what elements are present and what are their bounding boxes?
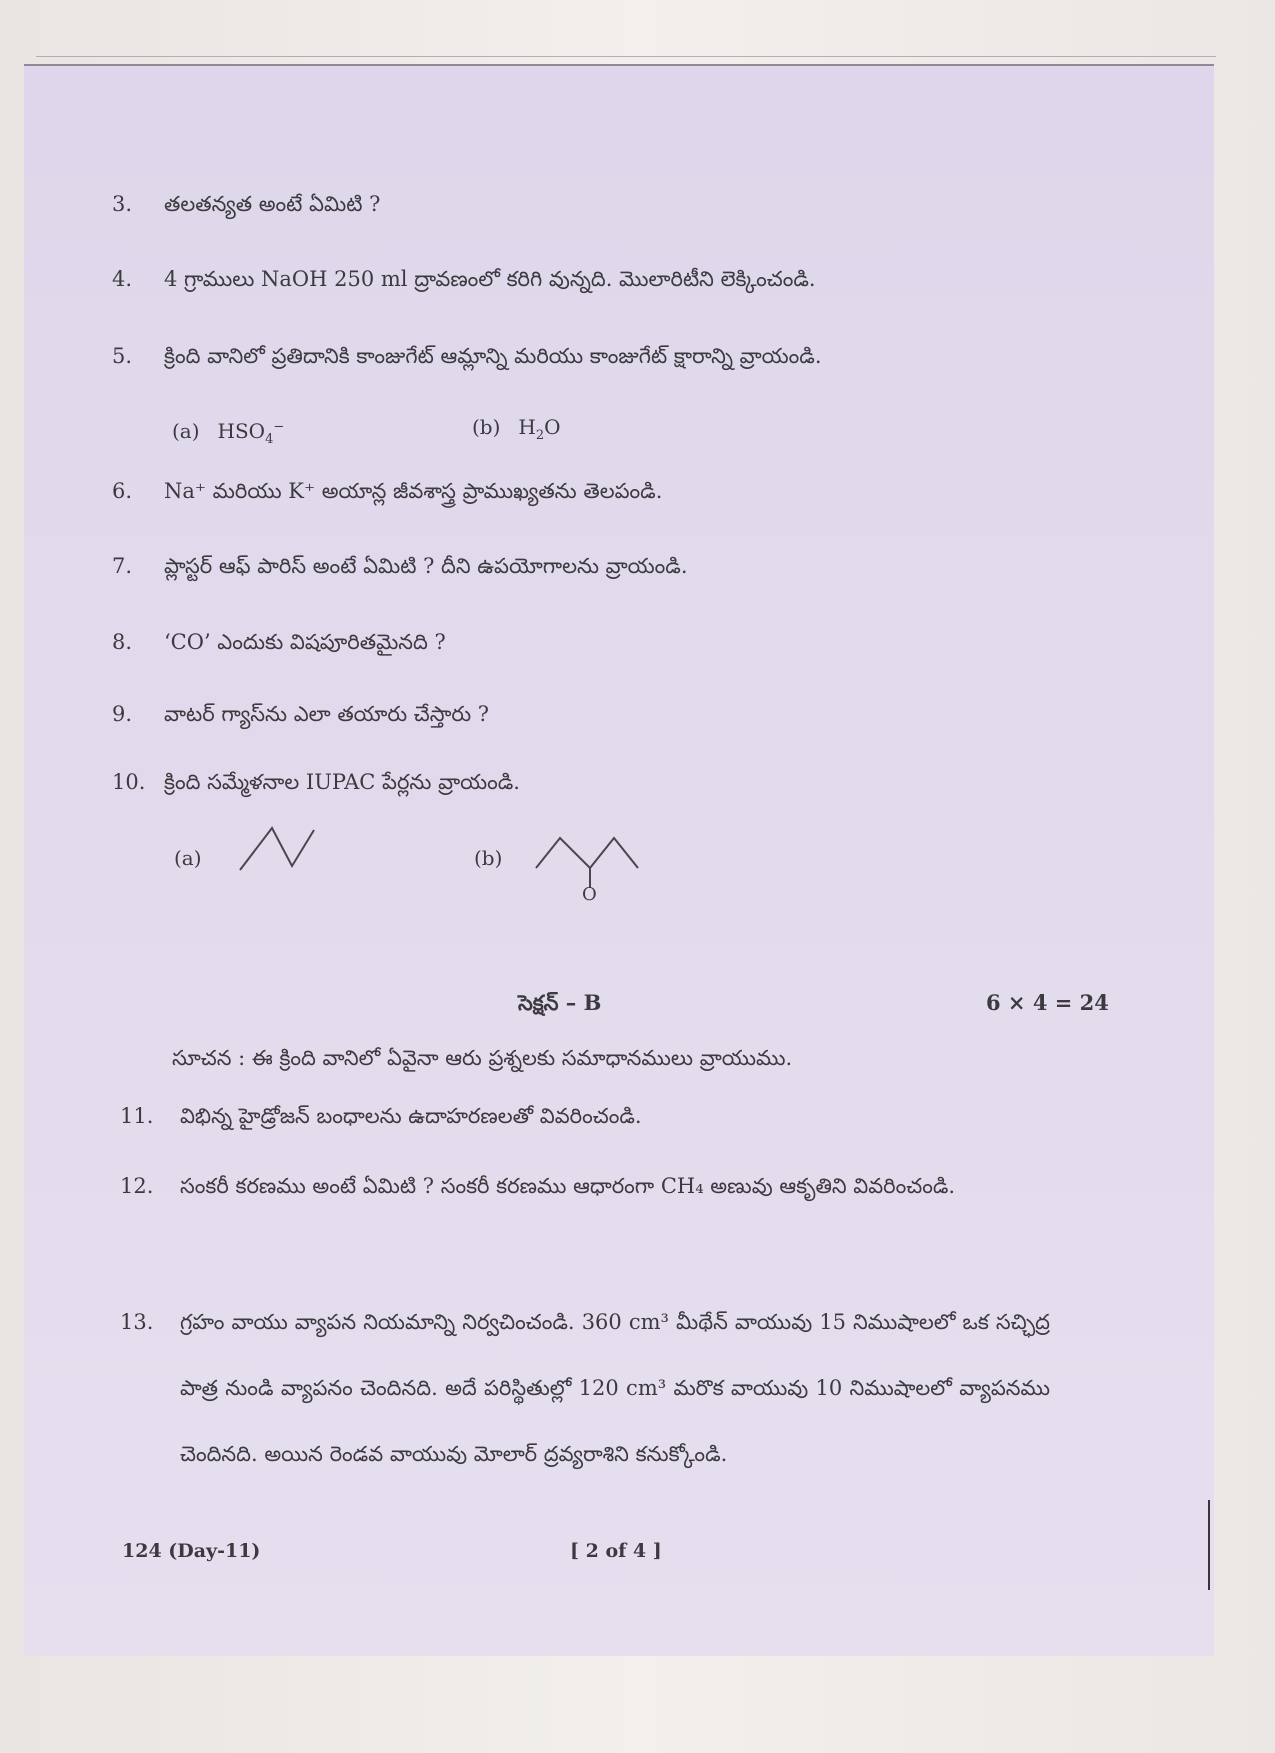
question-number: 6. xyxy=(112,479,133,503)
question-text: వాటర్ గ్యాస్‌ను ఎలా తయారు చేస్తారు ? xyxy=(164,702,490,726)
question-9 xyxy=(112,698,489,730)
question-11 xyxy=(120,1100,642,1132)
option-label: (b) xyxy=(472,415,501,439)
question-text: 4 గ్రాములు NaOH 250 ml ద్రావణంలో కరిగి వున్నది. మొలారిటీని లెక్కించండి. xyxy=(164,267,816,291)
page-number: [ 2 of 4 ] xyxy=(570,1540,662,1562)
question-number: 10. xyxy=(112,770,146,794)
question-text: ‘CO’ ఎందుకు విషపూరితమైనది ? xyxy=(164,630,446,654)
option-label: (a) xyxy=(172,418,200,443)
skeletal-structure-a xyxy=(236,820,320,874)
question-5 xyxy=(112,340,822,372)
question-text: Na⁺ మరియు K⁺ అయాన్ల జీవశాస్త్ర ప్రాముఖ్యతను తెలపండి. xyxy=(164,479,663,503)
question-number: 9. xyxy=(112,702,133,726)
oxygen-atom-label: O xyxy=(582,884,597,905)
section-title: సెక్షన్ – B xyxy=(518,990,602,1015)
question-text: క్రింది వానిలో ప్రతిదానికి కాంజుగేట్ ఆమ్లాన్ని మరియు కాంజుగేట్ క్షారాన్ని వ్రాయండి. xyxy=(164,344,822,368)
section-marks: 6 × 4 = 24 xyxy=(986,990,1109,1015)
formula-h2o: $H_2O$ xyxy=(518,415,561,443)
question-number: 5. xyxy=(112,344,133,368)
question-number: 3. xyxy=(112,192,133,216)
question-text: క్రింది సమ్మేళనాల IUPAC పేర్లను వ్రాయండి. xyxy=(164,770,520,794)
question-13-text: గ్రహం వాయు వ్యాపన నియమాన్ని నిర్వచించండి. 360 cm³ మీథేన్ వాయువు 15 నిముషాలలో ఒక సచ్ఛిద్ర పాత్ర నుండి వ్యాపనం చెందినది. అదే పరిస్థితుల్లో 120 cm³ మరొక వాయువు 10 నిముషాలలో వ్యాపనము చెందినది. అయిన రెండవ వాయువు మోలార్ ద్రవ్యరాశిని కనుక్కోండి. xyxy=(180,1310,1050,1466)
question-number: 8. xyxy=(112,630,133,654)
question-text: విభిన్న హైడ్రోజన్ బంధాలను ఉదాహరణలతో వివరించండి. xyxy=(180,1104,642,1128)
scan-edge-line xyxy=(36,56,1216,57)
question-4 xyxy=(112,263,816,295)
formula-hso4: $HSO_4^-$ xyxy=(217,418,285,447)
question-text: తలతన్యత అంటే ఏమిటి ? xyxy=(164,192,381,216)
question-8 xyxy=(112,626,446,658)
q5-option-b xyxy=(472,412,561,451)
question-12-text: సంకరీ కరణము అంటే ఏమిటి ? సంకరీ కరణము ఆధారంగా CH₄ అణువు ఆకృతిని వివరించండి. xyxy=(180,1174,956,1198)
section-note: సూచన : ఈ క్రింది వానిలో ఏవైనా ఆరు ప్రశ్నలకు సమాధానములు వ్రాయుము. xyxy=(172,1046,793,1070)
scan-edge-mark xyxy=(1208,1500,1210,1590)
question-number: 4. xyxy=(112,267,133,291)
question-text: ప్లాస్టర్ ఆఫ్ పారిస్ అంటే ఏమిటి ? దీని ఉపయోగాలను వ్రాయండి. xyxy=(164,554,688,578)
skeletal-structure-b xyxy=(532,828,642,908)
paper-code: 124 (Day-11) xyxy=(122,1540,261,1562)
q10-option-b-label: (b) xyxy=(474,846,503,870)
q5-option-a xyxy=(172,412,284,455)
question-6 xyxy=(112,475,662,507)
question-13-number: 13. xyxy=(120,1310,154,1334)
q10-option-a-label: (a) xyxy=(174,846,202,870)
question-number: 11. xyxy=(120,1104,154,1128)
question-10 xyxy=(112,766,520,798)
question-number: 7. xyxy=(112,554,133,578)
question-3 xyxy=(112,188,380,220)
question-12-number: 12. xyxy=(120,1174,154,1198)
question-7 xyxy=(112,550,688,582)
